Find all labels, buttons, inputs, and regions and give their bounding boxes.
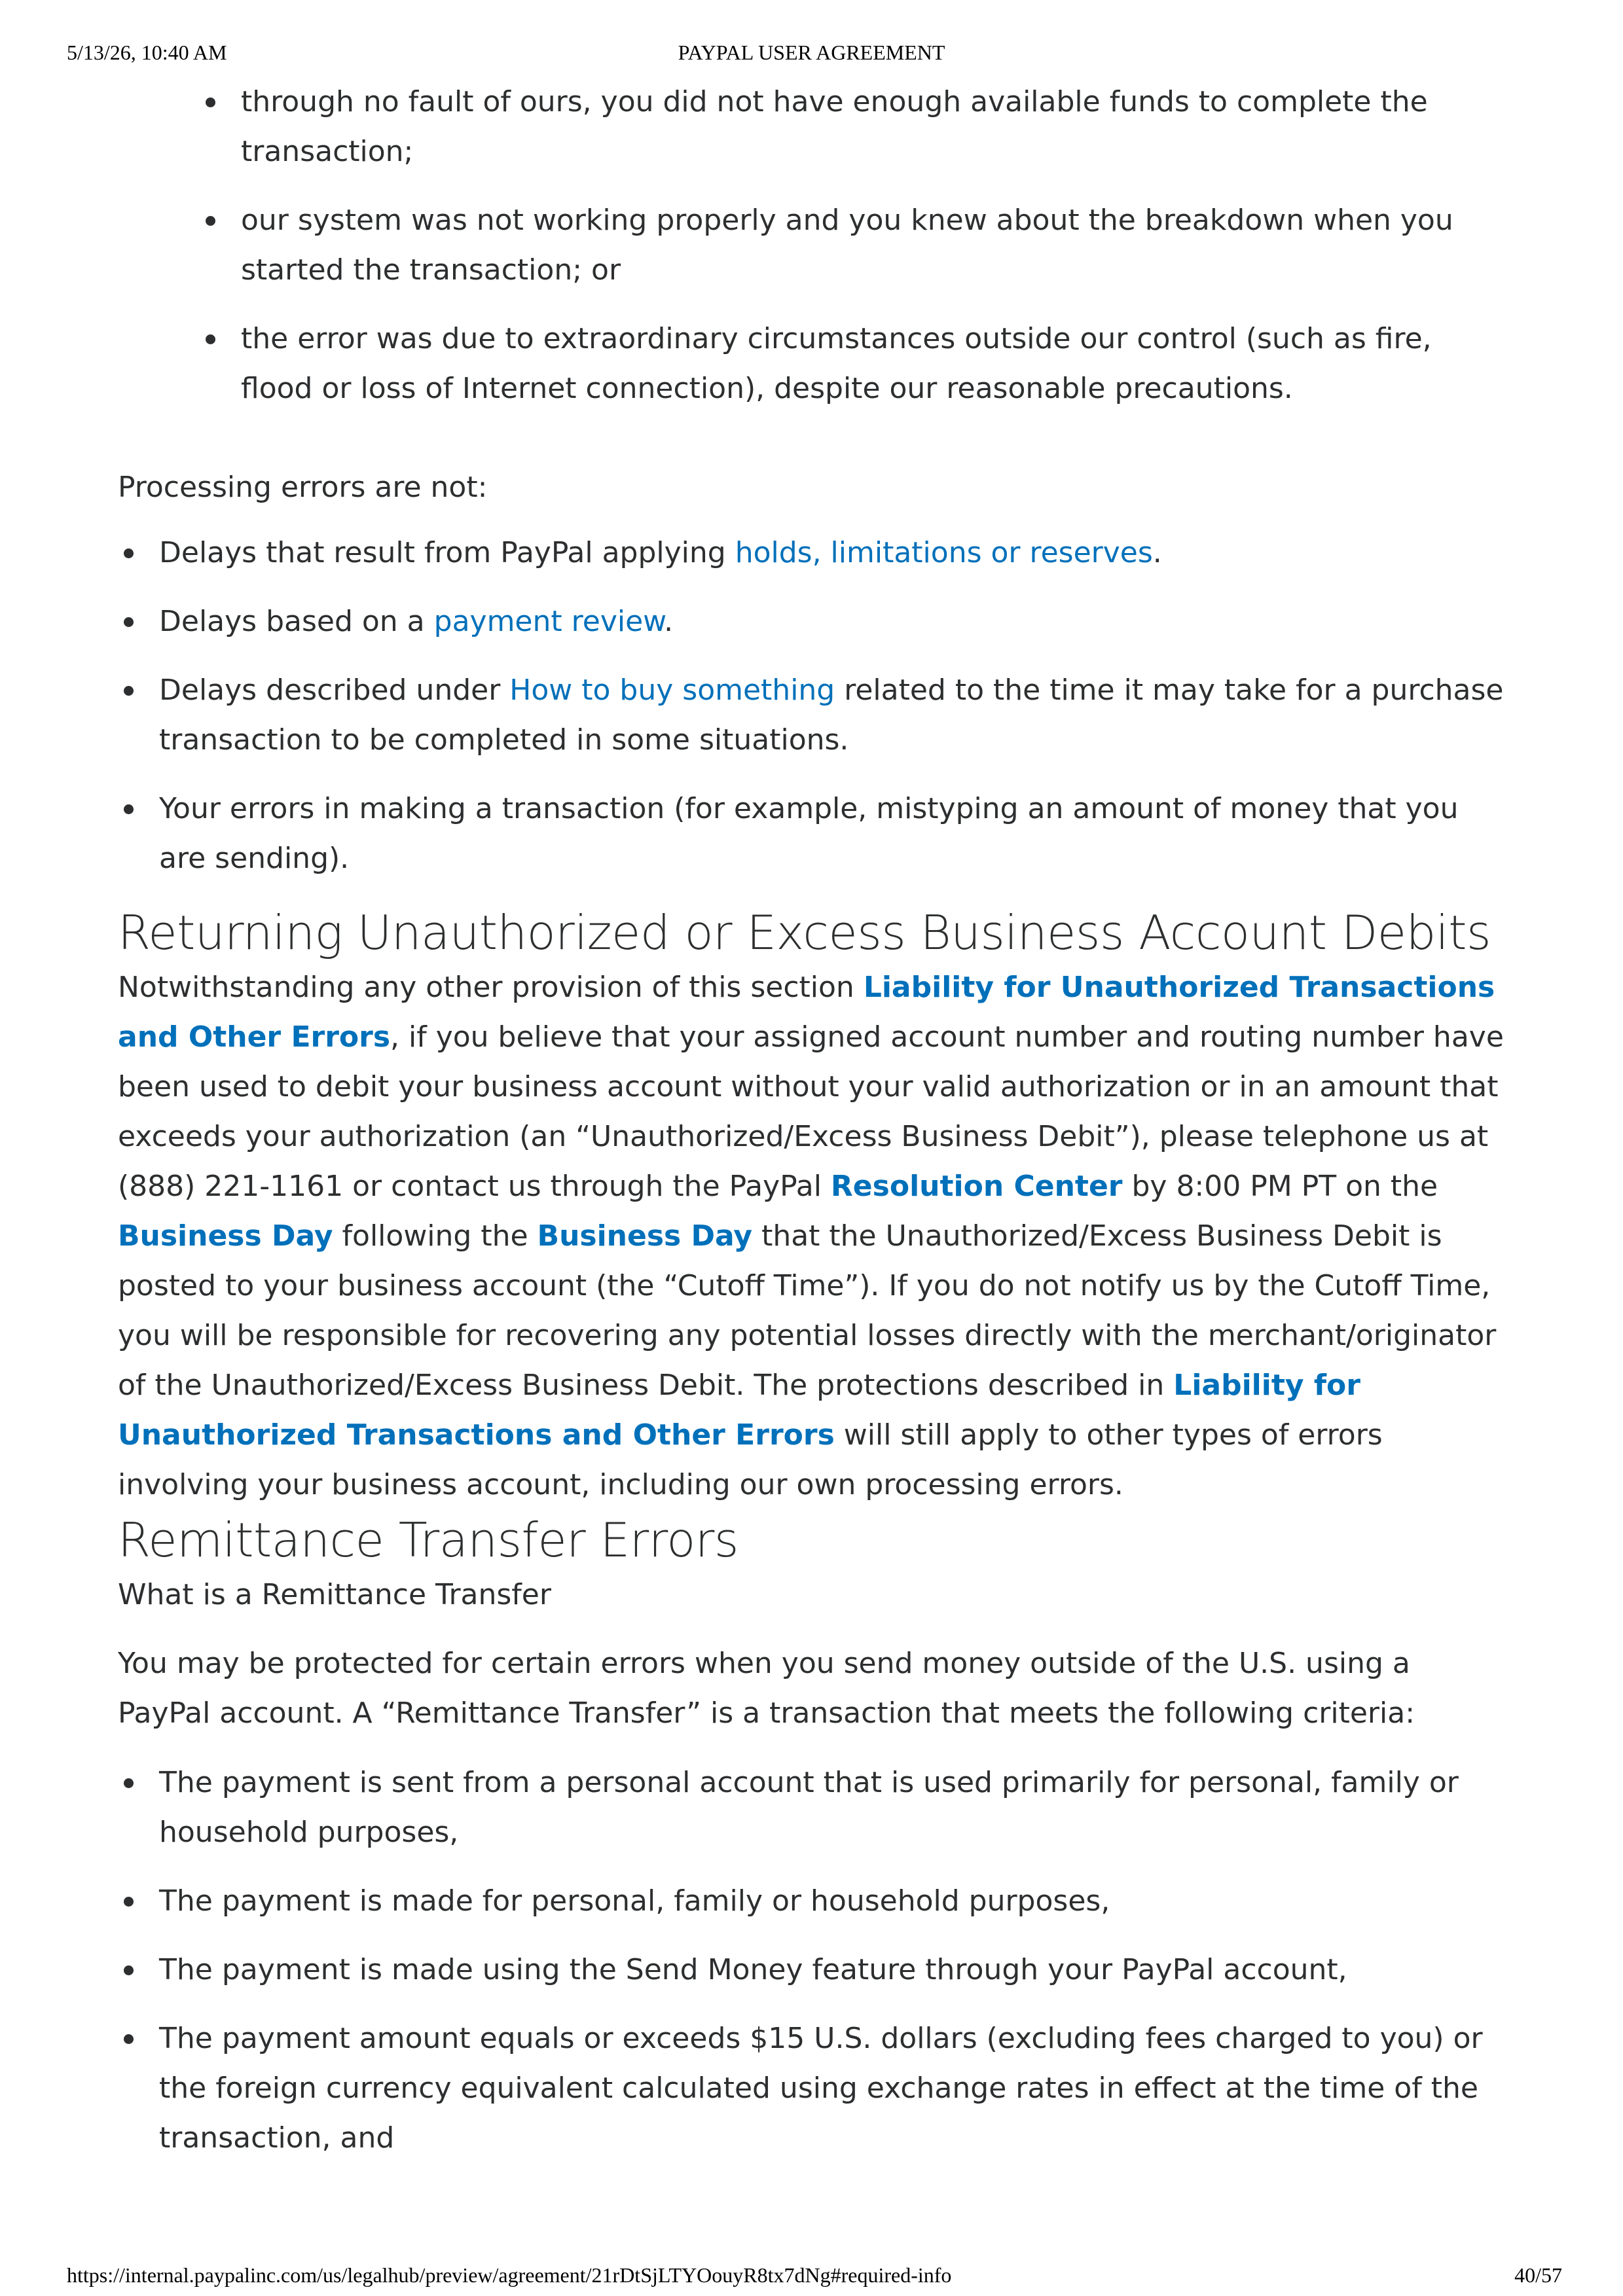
debits-heading: Returning Unauthorized or Excess Business Account Debits (118, 905, 1491, 960)
nested-bullet-list (241, 77, 1506, 414)
list-item: through no fault of ours, you did not have enough available funds to complete the transaction; (241, 77, 1506, 177)
liability-link[interactable]: Liability for Unauthorized Transactions and Other Errors (118, 971, 1495, 1054)
list-item: The payment is made using the Send Money feature through your PayPal account, (159, 1945, 1506, 1995)
business-day-link[interactable]: Business Day (537, 1219, 753, 1253)
liability-link[interactable]: Liability for Unauthorized Transactions and Other Errors (118, 1369, 1360, 1452)
list-item: The payment amount equals or exceeds $15 U.S. dollars (excluding fees charged to you) or the foreign currency equivalent calculated using exchange rates in effect at the time of the transaction, and (159, 2014, 1506, 2163)
print-title: PAYPAL USER AGREEMENT (678, 41, 945, 64)
resolution-center-link[interactable]: Resolution Center (830, 1170, 1123, 1203)
list-item: our system was not working properly and you knew about the breakdown when you started the transaction; or (241, 196, 1506, 295)
list-item: Delays described under How to buy something related to the time it may take for a purchase transaction to be completed in some situations. (159, 666, 1506, 765)
remittance-criteria-list (159, 1758, 1506, 2163)
page-number: 40/57 (1514, 2263, 1562, 2287)
not-errors-list (159, 528, 1506, 884)
list-item: Delays based on a payment review. (159, 597, 1506, 647)
list-item: The payment is made for personal, family or household purposes, (159, 1876, 1506, 1926)
debits-paragraph: Notwithstanding any other provision of this section Liability for Unauthorized Transactions and Other Errors, if you believe that your assigned account number and routing number have been used to debit your business account without your valid authorization or in an amount that exceeds your authorization (an “Unauthorized/Excess Business Debit”), please telephone us at (888) 221-1161 or contact us through the PayPal Resolution Center by 8:00 PM PT on the Business Day following the Business Day that the Unauthorized/Excess Business Debit is posted to your business account (the “Cutoff Time”). If you do not notify us by the Cutoff Time, you will be responsible for recovering any potential losses directly with the merchant/originator of the Unauthorized/Excess Business Debit. The protections described in Liability for Unauthorized Transactions and Other Errors will still apply to other types of errors involving your business account, including our own processing errors. (118, 971, 1504, 1501)
print-footer (0, 2263, 1623, 2292)
not-errors-intro: Processing errors are not: (118, 471, 488, 504)
remittance-intro: You may be protected for certain errors when you send money outside of the U.S. using a PayPal account. A “Remittance Transfer” is a transaction that meets the following criteria: (118, 1647, 1415, 1730)
list-item: Your errors in making a transaction (for example, mistyping an amount of money that you are sending). (159, 784, 1506, 884)
remittance-heading: Remittance Transfer Errors (118, 1513, 739, 1568)
print-header (0, 41, 1623, 69)
how-to-buy-link[interactable]: How to buy something (509, 673, 835, 707)
holds-limitations-link[interactable]: holds, limitations or reserves (735, 536, 1153, 569)
list-item: the error was due to extraordinary circumstances outside our control (such as fire, flood or loss of Internet connection), despite our reasonable precautions. (241, 314, 1506, 414)
list-item: The payment is sent from a personal account that is used primarily for personal, family or household purposes, (159, 1758, 1506, 1857)
agreement-content (118, 77, 1506, 2182)
remittance-subheading: What is a Remittance Transfer (118, 1578, 551, 1611)
business-day-link[interactable]: Business Day (118, 1219, 333, 1253)
print-datetime: 5/13/26, 10:40 AM (67, 41, 227, 64)
list-item: Delays that result from PayPal applying holds, limitations or reserves. (159, 528, 1506, 578)
page-url: https://internal.paypalinc.com/us/legalhub/preview/agreement/21rDtSjLTYOouyR8tx7dNg#required-info (67, 2263, 952, 2287)
payment-review-link[interactable]: payment review (433, 605, 665, 638)
